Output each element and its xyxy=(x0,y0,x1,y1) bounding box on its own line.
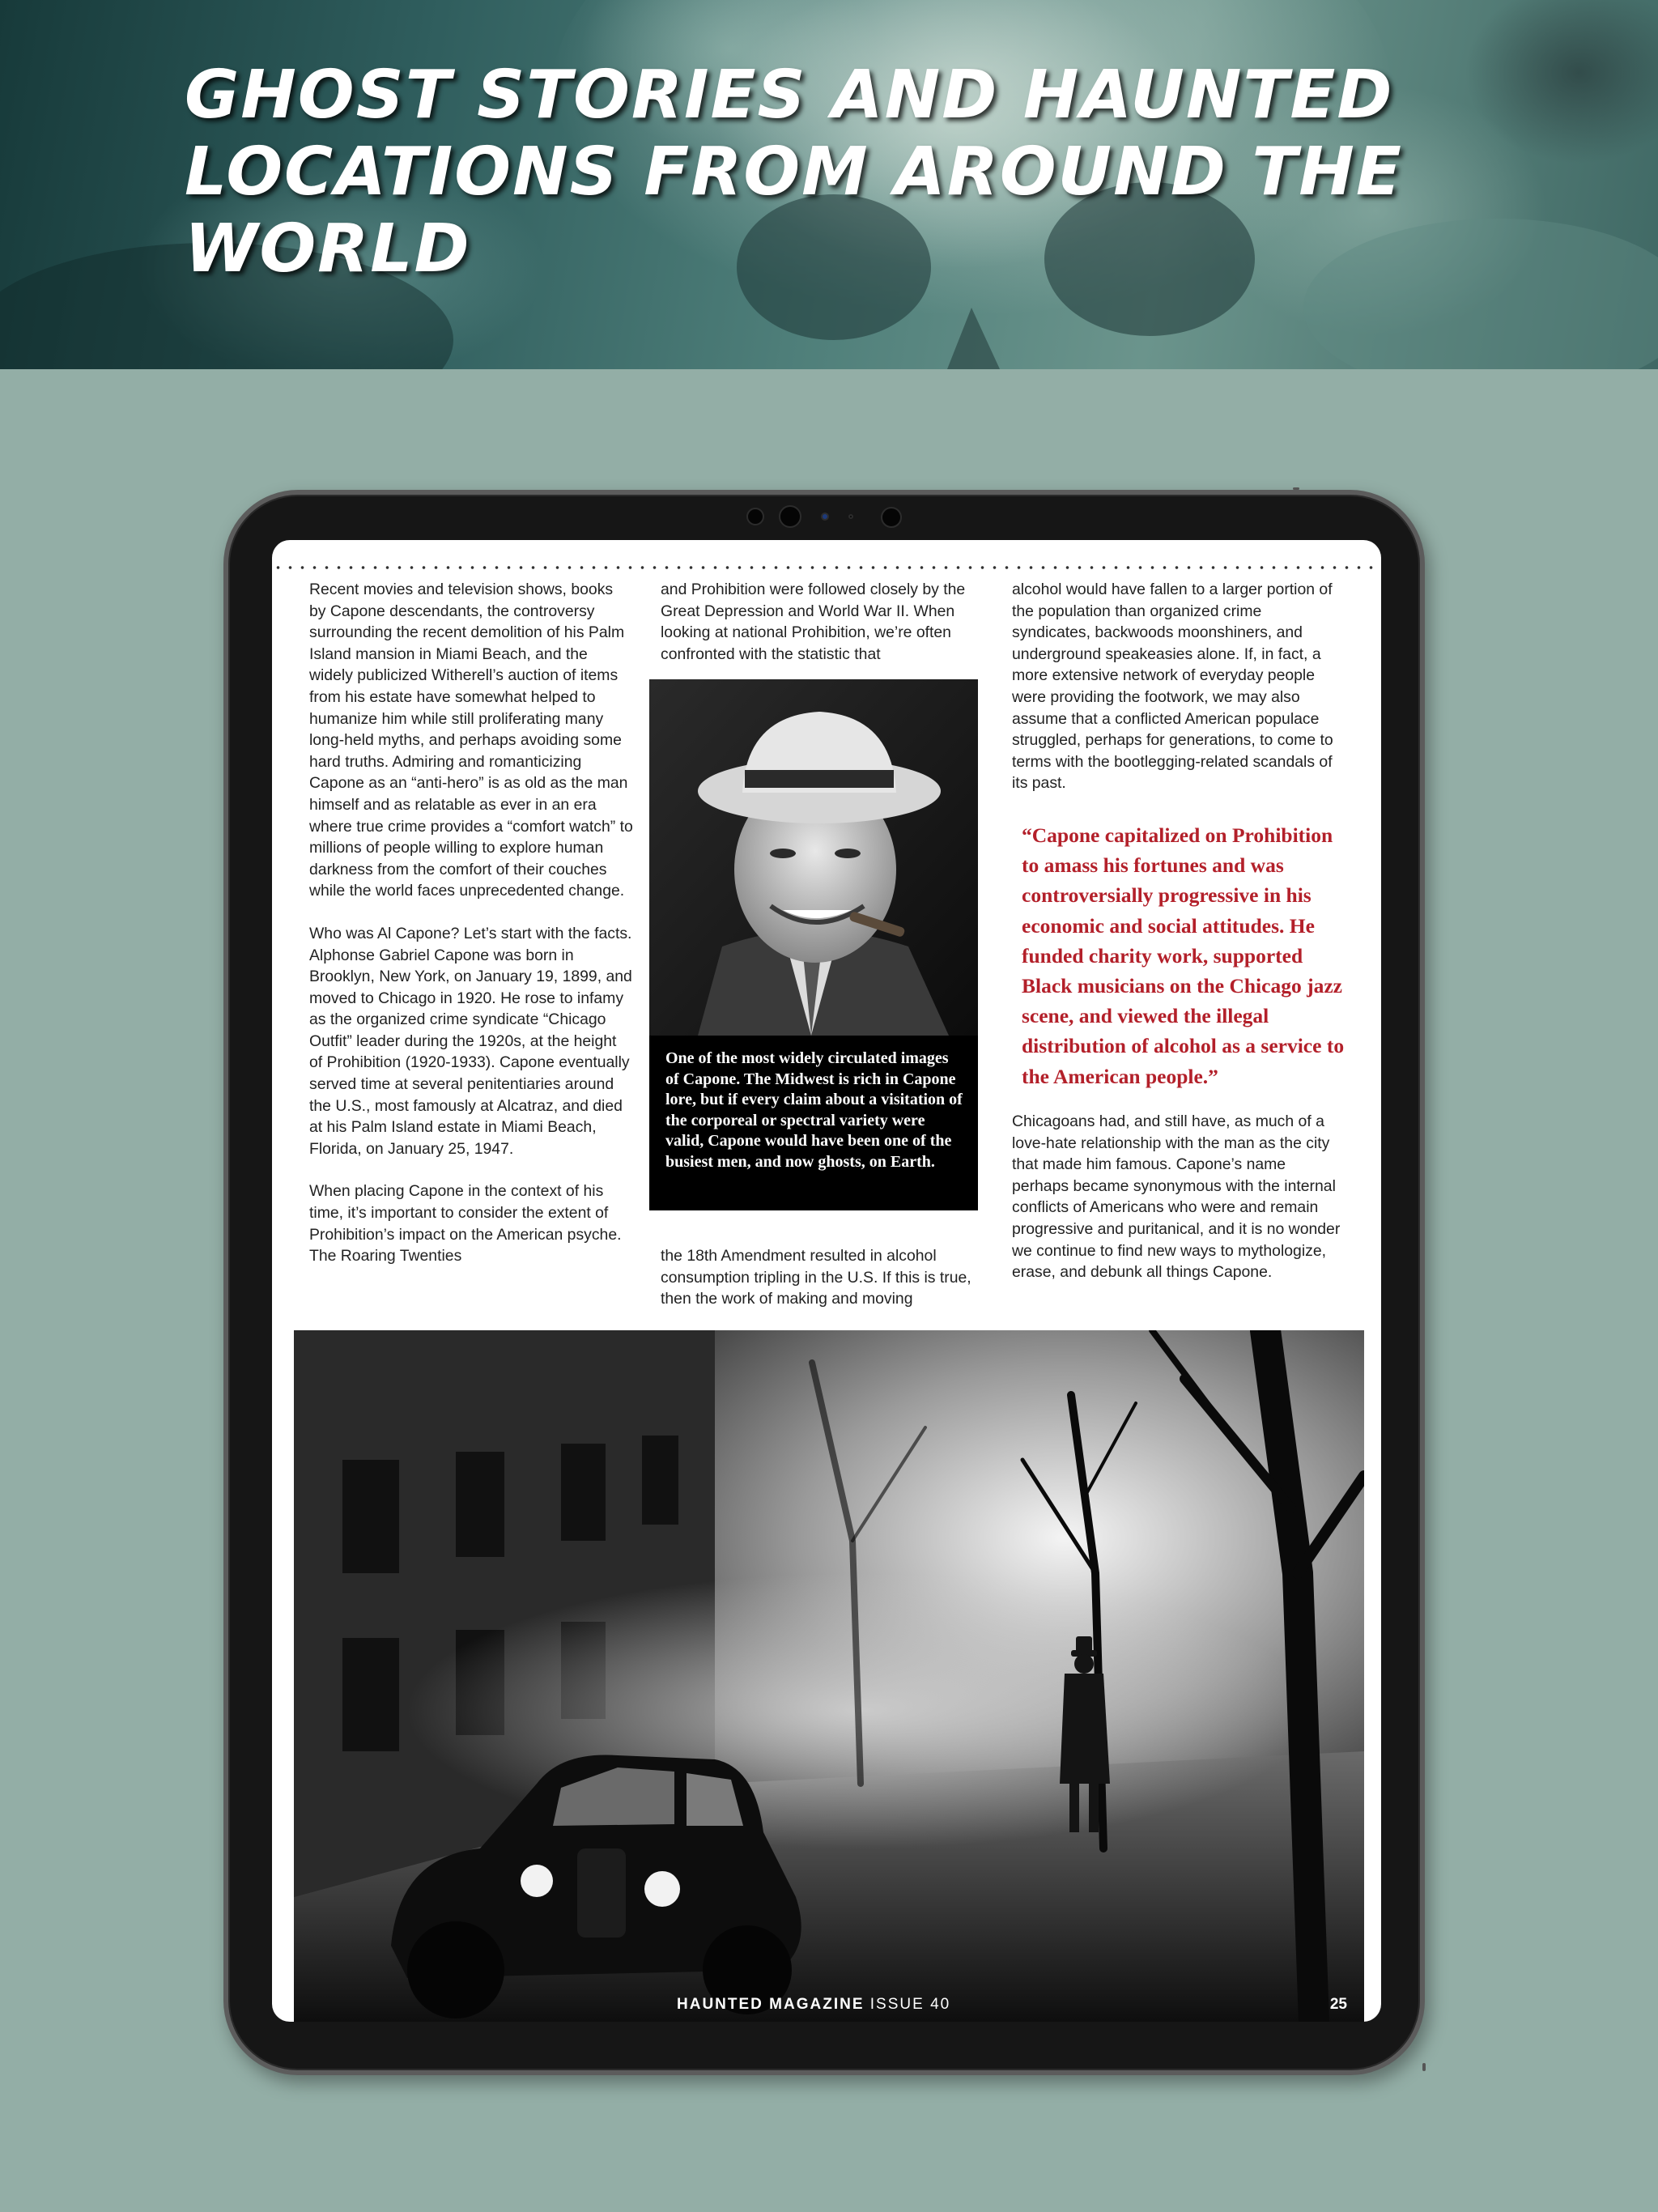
article-column-3-bottom xyxy=(1012,1111,1344,1283)
tablet-screen xyxy=(272,540,1381,2022)
camera-lens-icon xyxy=(746,508,764,525)
pull-quote: “Capone capitalized on Prohibition to amass his fortunes and was controversially progressive in his economic and social attitudes. He funded charity work, supported Black musicians on the Chicago jazz scene, and viewed the illegal distribution of alcohol as a service to the American people.” xyxy=(1022,823,1345,1088)
foggy-street-image xyxy=(294,1330,1364,2022)
footer-magazine-title: HAUNTED MAGAZINE xyxy=(677,1996,865,2013)
capone-portrait-image xyxy=(649,679,978,1036)
article-paragraph: Who was Al Capone? Let’s start with the facts. Alphonse Gabriel Capone was born in Brooklyn, New York, on January 19, 1899, and moved to Chicago in 1920. He rose to infamy as the organized crime syndicate “Chicago Outfit” leader during the 1920s, at the height of Prohibition (1920-1933). Capone eventually served time at several penitentiaries around the U.S., most famously at Alcatraz, and died at his Palm Island estate in Miami Beach, Florida, on January 25, 1947. xyxy=(309,924,632,1158)
footer-page-number: 25 xyxy=(1329,1996,1347,2013)
capone-photo-figure xyxy=(649,679,978,1210)
side-button xyxy=(1422,2063,1426,2071)
banner xyxy=(0,0,1658,369)
volume-button xyxy=(1293,487,1299,490)
article-paragraph: When placing Capone in the context of his time, it’s important to consider the extent of Prohibition’s impact on the American psyche. The Roaring Twenties xyxy=(309,1182,622,1266)
article-column-3-top xyxy=(1012,579,1344,794)
camera-lens-icon xyxy=(881,507,902,528)
article-paragraph: Recent movies and television shows, books by Capone descendants, the controversy surrounding the recent demolition of his Palm Island mansion in Miami Beach, and the widely publicized Witherell’s auction of items from his estate have somewhat helped to humanize him while still proliferating many long-held myths, and perhaps avoiding some hard truths. Admiring and romanticizing Capone as an “anti-hero” is as old as the man himself and as relatable as ever in an era where true crime provides a “comfort watch” to millions of people willing to explore human darkness from the comfort of their couches while the world faces unprecedented change. xyxy=(309,581,633,900)
page-footer xyxy=(272,1996,1381,2020)
article-paragraph: and Prohibition were followed closely by the Great Depression and World War II. When looking at national Prohibition, we’re often confronted with the statistic that xyxy=(661,581,966,663)
dotted-divider xyxy=(272,566,1381,569)
article-paragraph: alcohol would have fallen to a larger portion of the population than organized crime syndicates, backwoods moonshiners, and underground speakeasies alone. If, in fact, a more extensive network of everyday people were providing the footwork, we may also assume that a conflicted American populace struggled, perhaps for generations, to come to terms with the bootlegging-related scandals of its past. xyxy=(1012,581,1333,793)
sensor-icon xyxy=(821,513,829,521)
article-paragraph: Chicagoans had, and still have, as much of a love-hate relationship with the man as the city that made him famous. Capone’s name perhaps became synonymous with the internal conflicts of Americans who were and remain progressive and puritanical, and it is no wonder we continue to find new ways to mythologize, erase, and debunk all things Capone. xyxy=(1012,1112,1341,1282)
banner-title: GHOST STORIES AND HAUNTED LOCATIONS FROM AROUND THE WORLD xyxy=(185,57,1403,287)
footer-issue-number: ISSUE 40 xyxy=(869,1996,951,2013)
article-paragraph: the 18th Amendment resulted in alcohol consumption tripling in the U.S. If this is true, then the work of making and moving xyxy=(661,1247,971,1308)
camera-lens-icon xyxy=(779,505,801,528)
photo-caption: One of the most widely circulated images of Capone. The Midwest is rich in Capone lore, but if every claim about a visitation of the corporeal or spectral variety were valid, Capone would have been one of the busiest men, and now ghosts, on Earth. xyxy=(665,1049,963,1171)
article-column-2-top xyxy=(661,579,984,665)
footer-magazine-name xyxy=(677,1996,950,2014)
article-column-2-bottom xyxy=(661,1245,984,1310)
camera-bar xyxy=(746,504,908,529)
article-column-1 xyxy=(309,579,633,1267)
sensor-icon xyxy=(848,514,853,519)
